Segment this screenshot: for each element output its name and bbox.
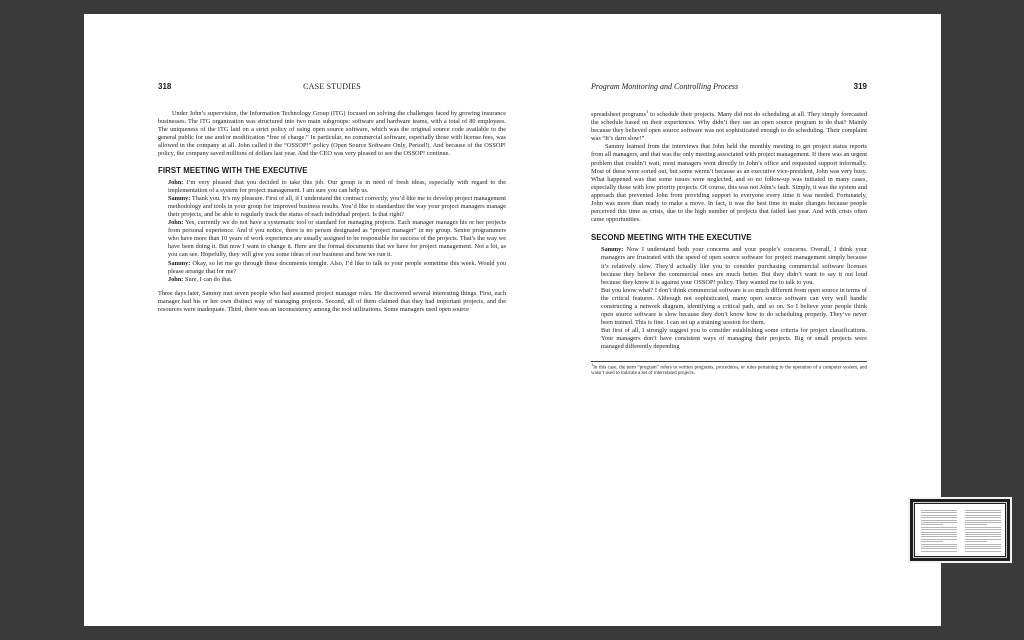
speaker-label: John: bbox=[168, 219, 184, 227]
dialogue-text: Okay, so let me go through these documents tonight. Also, I’d like to talk to your people sometime this week. Would you please arrange that for me? bbox=[168, 259, 506, 275]
speaker-label: Sammy: bbox=[168, 259, 191, 267]
dialogue-line bbox=[591, 246, 867, 286]
closing-paragraph: Three days later, Sammy met seven people who had assumed project manager roles. He discovered several interesting things. First, each manager had his or her own distinct way of managing projects. Second, all of them claimed that they had important projects, and the resources were inadequate. Third, there was an inconsistency among the tool utilizations. Some managers used open source bbox=[158, 289, 506, 313]
intro-paragraph: Under John’s supervision, the Information Technology Group (ITG) focused on solving the challenges faced by growing insurance businesses. The ITG organization was structured into two main subgroups: software and hardware teams, with a total of 80 employees. The uniqueness of the ITG laid on a strict policy of using open source software, which was the original source code available to the general public for use and/or modification “free of charge.” In particular, no commercial software, especially those with license fees, was allowed in the company at all. John called it the “OSSOP!” policy (Open Source Software Only, Period!). And because of the OSSOP! policy, the company saved millions of dollars last year. And the CEO was very pleased to see the OSSOP! continue. bbox=[158, 110, 506, 158]
dialogue-text: Now I understand both your concerns and your people’s concerns. Overall, I think your managers are frustrated with the speed of open source software for project management simply because it’s relatively slow. They’d actually like you to consider purchasing commercial software licenses because they believe the commercial ones are much better. But they didn’t want to say it out loud because they know it is against your OSSOP! policy. They wanted me to talk to you. bbox=[601, 246, 867, 286]
thumbnail-viewport-frame[interactable] bbox=[913, 502, 1007, 558]
footnote-ref: 1 bbox=[646, 108, 649, 114]
dialogue-continuation: But first of all, I strongly suggest you to consider establishing some criteria for project classifications. Your managers don’t have consistent ways of managing their projects. Big or small projects were managed differently depending bbox=[601, 327, 867, 351]
left-page-number: 318 bbox=[158, 82, 172, 91]
left-running-head bbox=[158, 82, 506, 94]
right-running-head bbox=[591, 82, 867, 94]
left-page bbox=[158, 14, 506, 626]
dialogue-line bbox=[158, 195, 506, 219]
dialogue-line bbox=[158, 260, 506, 276]
dialogue-continuation: But you know what? I don’t think commercial software is so much different from open source in terms of the critical features. Although not sophisticated, many open source software can very well handle constructing a network diagram, identifying a critical path, and so on. So I believe your people think open source software is slow because they don’t know how to do scheduling properly. They’ve never been trained. This is fine. I can set up a training session for them. bbox=[601, 286, 867, 327]
first-meeting-heading: FIRST MEETING WITH THE EXECUTIVE bbox=[158, 165, 308, 175]
dialogue-line bbox=[158, 276, 506, 284]
page-thumbnail[interactable] bbox=[908, 497, 1012, 563]
speaker-label: John: bbox=[168, 178, 184, 186]
left-running-title: CASE STUDIES bbox=[303, 82, 361, 91]
speaker-label: Sammy: bbox=[168, 194, 191, 202]
footnote-marker: 1 bbox=[591, 361, 594, 367]
dialogue-text: Yes, currently we do not have a systematic tool or standard for managing projects. Each manager manages his or her projects from personal experience. And if you notice, there is no person designated as “project manager” in my group. Senior programmers who have more than 10 years of work experience are usually assigned to be responsible for success of the projects. That’s the way we have been doing it. But now I want to change it. Here are the formal documents that we have for project management. Not a lot, as you can see. Hopefully, they will give you some ideas of our business and how we run it. bbox=[168, 219, 506, 259]
right-page-number: 319 bbox=[853, 82, 867, 91]
footnote-text: In this case, the term “program” refers to written programs, procedures, or rules pertaining to the operation of a computer system, and wasn’t used to indicate a set of interrelated projects. bbox=[591, 365, 867, 377]
page-spread bbox=[84, 14, 941, 626]
body-paragraph: Sammy learned from the interviews that John held the monthly meeting to get project status reports from all managers, and that was the only meeting associated with project management. If there was an urgent problem that couldn’t wait, most managers went directly to John’s office and requested support informally. Most of these were sorted out, but some weren’t because as an executive vice-president, John was very busy. What happened was that some issues were neglected, and so no follow-up was initiated in many cases, especially those with low priority projects. Of course, this was not John’s fault. Simply, it was the system and approach that prevented John from providing support to everyone every time it was needed. Fortunately, John was more than ready to make a move. In fact, it was the best time to make changes because people perceived this time as crisis, due to the high number of projects that failed last year. And with crisis often came opportunities. bbox=[591, 143, 867, 224]
right-page bbox=[591, 14, 867, 626]
second-meeting-heading: SECOND MEETING WITH THE EXECUTIVE bbox=[591, 233, 752, 243]
speaker-label: Sammy: bbox=[601, 246, 624, 254]
left-body bbox=[158, 110, 506, 314]
dialogue-line bbox=[158, 219, 506, 259]
footnote bbox=[591, 361, 867, 378]
continuation-paragraph: spreadsheet programs$^1$ to schedule their projects. Many did not do scheduling at all. They simply forecasted the schedule based on their experiences. Why didn’t they use an open source program to do that? Mainly because they believed open source software was not sophisticated enough to do scheduling. Their complaint was “It’s darn slow!” bbox=[591, 108, 867, 143]
right-running-title: Program Monitoring and Controlling Process bbox=[591, 82, 739, 91]
dialogue-text: Thank you. It’s my pleasure. First of all, if I understand the contract correctly, you’d like me to develop project management methodology and tools in your group for improved business results. You’d like to standardize the way your project managers manage their projects, and be able to regularly track the status of each individual project. Is that right? bbox=[168, 194, 506, 218]
dialogue-text: I’m very pleased that you decided to take this job. Our group is in need of fresh ideas, especially with regard to the implementation of a system for project management. I am sure you can help us. bbox=[168, 178, 506, 194]
dialogue-text: Sure, I can do that. bbox=[183, 275, 233, 283]
speaker-label: John: bbox=[168, 275, 184, 283]
dialogue-line bbox=[158, 179, 506, 195]
right-body bbox=[591, 108, 867, 378]
